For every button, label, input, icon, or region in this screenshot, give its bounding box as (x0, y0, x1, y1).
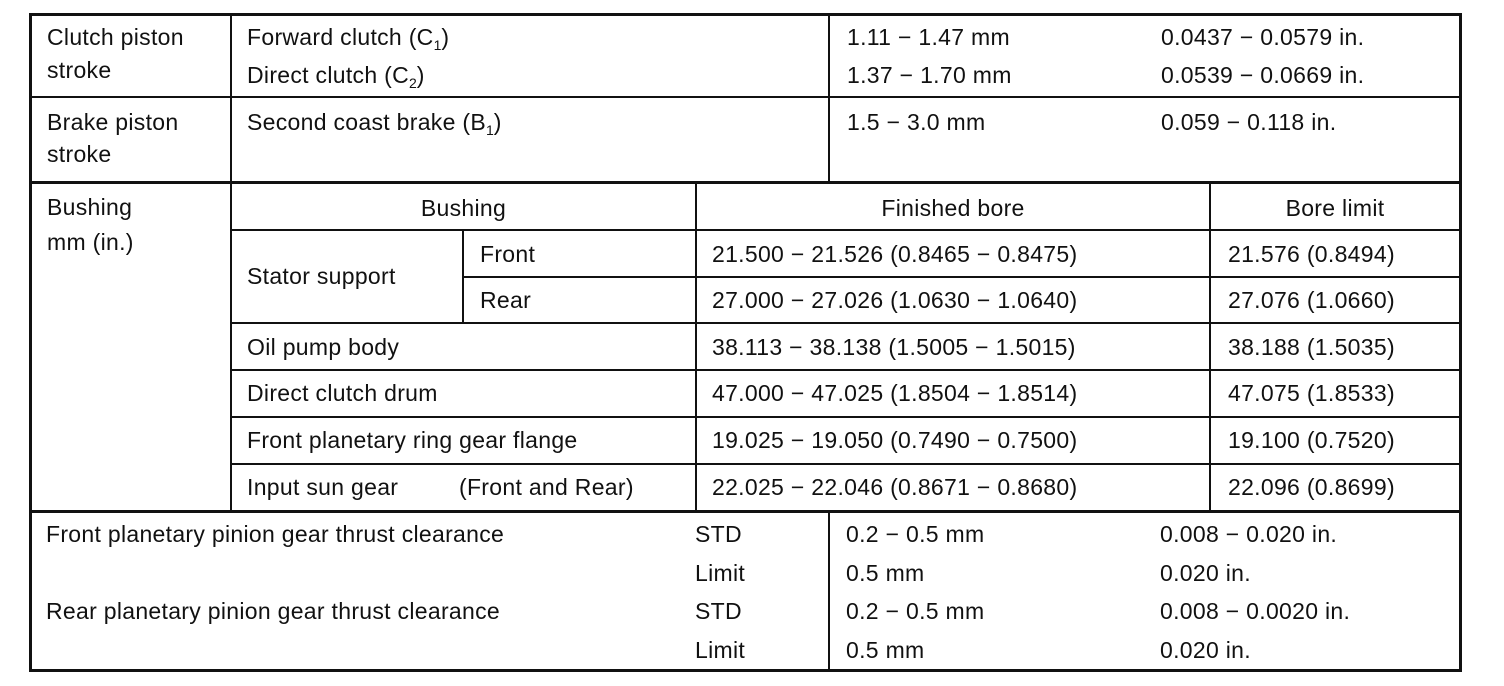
row-drum-limit: 47.075 (1.8533) (1228, 380, 1395, 406)
bushing-label-line1: Bushing (47, 194, 133, 220)
rear-thrust-limit: Limit (695, 637, 746, 663)
rule-drum-bottom (231, 416, 1462, 418)
clutch-label-line2: stroke (47, 57, 112, 83)
row-drum-finished: 47.000 − 47.025 (1.8504 − 1.8514) (712, 380, 1078, 406)
forward-clutch-mm: 1.11 − 1.47 mm (847, 24, 1010, 50)
rear-thrust-std-mm: 0.2 − 0.5 mm (846, 598, 985, 624)
rule-stator-split (462, 276, 1462, 278)
brake-label-line2: stroke (47, 141, 112, 167)
header-bore-limit: Bore limit (1285, 195, 1385, 221)
direct-clutch-name: Direct clutch $(C_2)$ (247, 62, 425, 91)
rear-thrust-limit-in: 0.020 in. (1160, 637, 1251, 663)
header-bushing: Bushing (420, 195, 507, 221)
rear-thrust-limit-mm: 0.5 mm (846, 637, 925, 663)
row-front-finished: 21.500 − 21.526 (0.8465 − 0.8475) (712, 241, 1078, 267)
row-sun-gear-note: (Front and Rear) (459, 474, 634, 500)
front-thrust-limit-in: 0.020 in. (1160, 560, 1251, 586)
direct-clutch-in: 0.0539 − 0.0669 in. (1161, 62, 1365, 88)
row-sun-gear-limit: 22.096 (0.8699) (1228, 474, 1395, 500)
rule-clutch-bottom (29, 96, 1462, 98)
rule-flange-bottom (231, 463, 1462, 465)
rear-thrust-label: Rear planetary pinion gear thrust clearance (46, 598, 500, 624)
rule-oil-pump-bottom (231, 369, 1462, 371)
row-sun-gear-finished: 22.025 − 22.046 (0.8671 − 0.8680) (712, 474, 1078, 500)
bushing-label-line2: mm (in.) (47, 229, 134, 255)
front-thrust-std-in: 0.008 − 0.020 in. (1160, 521, 1338, 547)
border-top (29, 13, 1462, 16)
border-right (1459, 13, 1462, 672)
header-finished-bore: Finished bore (881, 195, 1025, 221)
rule-brake-bottom (29, 181, 1462, 184)
second-coast-brake-in: 0.059 − 0.118 in. (1161, 109, 1337, 135)
clutch-label-line1: Clutch piston (47, 24, 184, 50)
brake-label-line1: Brake piston (47, 109, 179, 135)
rule-bushing-header (231, 229, 1462, 231)
front-thrust-limit-mm: 0.5 mm (846, 560, 925, 586)
rule-bushing-bottom (29, 510, 1462, 513)
row-flange-name: Front planetary ring gear flange (247, 427, 578, 453)
rule-value-column-lower (828, 511, 830, 671)
rule-stator-position (462, 230, 464, 323)
rule-finished-bore-left (695, 182, 697, 512)
front-thrust-std: STD (695, 521, 742, 547)
front-thrust-limit: Limit (695, 560, 746, 586)
forward-clutch-name: Forward clutch $(C_1)$ (247, 24, 450, 53)
row-sun-gear-name: Input sun gear (247, 474, 399, 500)
row-drum-name: Direct clutch drum (247, 380, 438, 406)
row-rear-name: Rear (480, 287, 532, 313)
row-rear-finished: 27.000 − 27.026 (1.0630 − 1.0640) (712, 287, 1078, 313)
border-left (29, 13, 32, 672)
row-flange-finished: 19.025 − 19.050 (0.7490 − 0.7500) (712, 427, 1078, 453)
row-rear-limit: 27.076 (1.0660) (1228, 287, 1395, 313)
rule-value-column-upper (828, 13, 830, 183)
rule-bore-limit-left (1209, 182, 1211, 512)
front-thrust-label: Front planetary pinion gear thrust clearance (46, 521, 505, 547)
rule-stator-bottom (231, 322, 1462, 324)
row-front-limit: 21.576 (0.8494) (1228, 241, 1395, 267)
rear-thrust-std: STD (695, 598, 742, 624)
row-flange-limit: 19.100 (0.7520) (1228, 427, 1395, 453)
forward-clutch-in: 0.0437 − 0.0579 in. (1161, 24, 1365, 50)
rule-label-column (230, 13, 232, 512)
row-oil-pump-limit: 38.188 (1.5035) (1228, 334, 1395, 360)
rear-thrust-std-in: 0.008 − 0.0020 in. (1160, 598, 1351, 624)
direct-clutch-mm: 1.37 − 1.70 mm (847, 62, 1012, 88)
row-oil-pump-name: Oil pump body (247, 334, 400, 360)
row-front-name: Front (480, 241, 536, 267)
stator-support-label: Stator support (247, 263, 396, 289)
second-coast-brake-mm: 1.5 − 3.0 mm (847, 109, 986, 135)
border-bottom (29, 669, 1462, 672)
front-thrust-std-mm: 0.2 − 0.5 mm (846, 521, 985, 547)
second-coast-brake-name: Second coast brake $(B_1)$ (247, 109, 502, 138)
row-oil-pump-finished: 38.113 − 38.138 (1.5005 − 1.5015) (712, 334, 1076, 360)
